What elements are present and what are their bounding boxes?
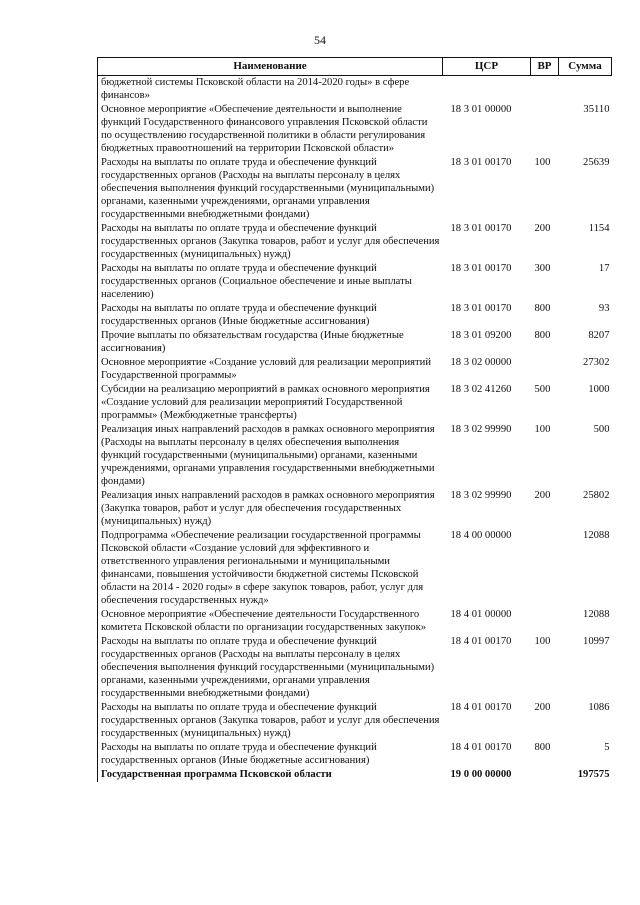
row-sum-cell: 35110 xyxy=(583,104,610,115)
row-csr-cell: 18 4 01 00000 xyxy=(450,609,512,620)
row-name-cell: Основное мероприятие «Создание условий для реализации мероприятий Государственной программы» xyxy=(98,356,443,383)
table-row xyxy=(98,608,612,635)
table-row xyxy=(98,302,612,329)
table-header xyxy=(98,58,612,76)
row-sum-cell: 93 xyxy=(598,303,610,314)
header-csr: ЦСР xyxy=(443,58,531,76)
row-sum-cell: 25639 xyxy=(583,157,610,168)
row-vr-cell: 300 xyxy=(534,263,551,274)
row-vr-cell xyxy=(531,76,559,104)
row-sum-cell xyxy=(559,76,612,104)
table-row xyxy=(98,423,612,489)
row-sum-cell: 8207 xyxy=(588,330,610,341)
row-name-cell: Расходы на выплаты по оплате труда и обеспечение функций государственных органов (Расходы на выплаты персоналу в целях обеспечения выполнения функций государственными (муниципальными) органами, казенными учреждениями, органами управления государственными внебюджетными фондами) xyxy=(98,156,443,222)
row-csr-cell: 18 3 02 41260 xyxy=(450,384,512,395)
row-sum-cell: 5 xyxy=(604,742,610,753)
row-name-cell: Подпрограмма «Обеспечение реализации государственной программы Псковской области «Создание условий для эффективного и ответственного управления региональными и муниципальными финансами, повышения устойчивости бюджетной системы Псковской области на 2014 - 2020 годы» в сфере закупок товаров, работ, услуг для обеспечения государственных нужд» xyxy=(98,529,443,608)
row-sum-cell: 197575 xyxy=(577,769,610,780)
row-name-cell: Субсидии на реализацию мероприятий в рамках основного мероприятия «Создание условий для реализации мероприятий Государственной программы» (Межбюджетные трансферты) xyxy=(98,383,443,423)
row-sum-cell: 25802 xyxy=(583,490,610,501)
row-name-cell: Основное мероприятие «Обеспечение деятельности Государственного комитета Псковской области по организации государственных закупок» xyxy=(98,608,443,635)
row-vr-cell: 200 xyxy=(534,490,551,501)
row-csr-cell: 18 3 01 00170 xyxy=(450,263,512,274)
row-csr-cell: 18 3 01 00170 xyxy=(450,303,512,314)
row-vr-cell: 200 xyxy=(534,223,551,234)
row-sum-cell: 27302 xyxy=(583,357,610,368)
row-name-cell: Прочие выплаты по обязательствам государства (Иные бюджетные ассигнования) xyxy=(98,329,443,356)
row-csr-cell: 18 4 01 00170 xyxy=(450,636,512,647)
row-name-cell: Реализация иных направлений расходов в рамках основного мероприятия (Расходы на выплаты персоналу в целях обеспечения выполнения функций государственными (муниципальными) органами, казенными учреждениями, органами управления государственными внебюджетными фондами) xyxy=(98,423,443,489)
row-csr-cell: 18 3 01 00000 xyxy=(450,104,512,115)
header-sum: Сумма xyxy=(559,58,612,76)
row-sum-cell: 1154 xyxy=(588,223,610,234)
header-vr: ВР xyxy=(531,58,559,76)
row-csr-cell: 18 3 02 99990 xyxy=(450,424,512,435)
row-vr-cell: 100 xyxy=(534,424,551,435)
row-name-cell: Расходы на выплаты по оплате труда и обеспечение функций государственных органов (Закупка товаров, работ и услуг для обеспечения государственных (муниципальных) нужд) xyxy=(98,701,443,741)
row-csr-cell: 18 4 01 00170 xyxy=(450,702,512,713)
row-vr-cell: 800 xyxy=(534,330,551,341)
row-vr-cell: 800 xyxy=(534,742,551,753)
row-name-cell: Государственная программа Псковской области xyxy=(98,768,443,782)
row-vr-cell xyxy=(531,529,559,608)
row-name-cell: Расходы на выплаты по оплате труда и обеспечение функций государственных органов (Иные бюджетные ассигнования) xyxy=(98,741,443,768)
row-name-cell: Расходы на выплаты по оплате труда и обеспечение функций государственных органов (Иные бюджетные ассигнования) xyxy=(98,302,443,329)
row-csr-cell: 18 3 02 99990 xyxy=(450,490,512,501)
table-row xyxy=(98,701,612,741)
row-sum-cell: 1000 xyxy=(588,384,610,395)
table-row xyxy=(98,103,612,156)
row-name-cell: бюджетной системы Псковской области на 2014-2020 годы» в сфере финансов» xyxy=(98,76,443,104)
table-row xyxy=(98,768,612,782)
row-name-cell: Реализация иных направлений расходов в рамках основного мероприятия (Закупка товаров, работ и услуг для обеспечения государственных (муниципальных) нужд) xyxy=(98,489,443,529)
row-name-cell: Основное мероприятие «Обеспечение деятельности и выполнение функций Государственного финансового управления Псковской области по осуществлению государственной политики в области регулирования бюджетных правоотношений на территории Псковской области» xyxy=(98,103,443,156)
row-vr-cell: 500 xyxy=(534,384,551,395)
row-vr-cell xyxy=(531,768,559,782)
row-vr-cell: 800 xyxy=(534,303,551,314)
table-body xyxy=(98,76,612,783)
table-row xyxy=(98,329,612,356)
header-name: Наименование xyxy=(98,58,443,76)
table-row xyxy=(98,635,612,701)
row-csr-cell: 18 3 01 09200 xyxy=(450,330,512,341)
table-row xyxy=(98,156,612,222)
table-row xyxy=(98,76,612,104)
table-row xyxy=(98,356,612,383)
row-sum-cell: 12088 xyxy=(583,609,610,620)
row-vr-cell xyxy=(531,356,559,383)
row-vr-cell: 100 xyxy=(534,157,551,168)
row-csr-cell: 18 3 01 00170 xyxy=(450,223,512,234)
row-csr-cell: 18 3 02 00000 xyxy=(450,357,512,368)
row-csr-cell: 19 0 00 00000 xyxy=(450,769,512,780)
table-row xyxy=(98,262,612,302)
table-row xyxy=(98,222,612,262)
row-csr-cell xyxy=(443,76,531,104)
table-row xyxy=(98,741,612,768)
row-vr-cell: 100 xyxy=(534,636,551,647)
row-sum-cell: 12088 xyxy=(583,530,610,541)
row-sum-cell: 1086 xyxy=(588,702,610,713)
row-name-cell: Расходы на выплаты по оплате труда и обеспечение функций государственных органов (Расходы на выплаты персоналу в целях обеспечения выполнения функций государственными (муниципальными) органами, казенными учреждениями, органами управления государственными внебюджетными фондами) xyxy=(98,635,443,701)
budget-table xyxy=(97,57,612,782)
table-row xyxy=(98,383,612,423)
row-sum-cell: 500 xyxy=(593,424,610,435)
page-number: 54 xyxy=(314,33,326,47)
row-csr-cell: 18 3 01 00170 xyxy=(450,157,512,168)
row-name-cell: Расходы на выплаты по оплате труда и обеспечение функций государственных органов (Закупка товаров, работ и услуг для обеспечения государственных (муниципальных) нужд) xyxy=(98,222,443,262)
row-sum-cell: 10997 xyxy=(583,636,610,647)
table-row xyxy=(98,489,612,529)
row-vr-cell xyxy=(531,608,559,635)
row-name-cell: Расходы на выплаты по оплате труда и обеспечение функций государственных органов (Социальное обеспечение и иные выплаты населению) xyxy=(98,262,443,302)
row-sum-cell: 17 xyxy=(598,263,610,274)
row-csr-cell: 18 4 01 00170 xyxy=(450,742,512,753)
row-vr-cell xyxy=(531,103,559,156)
row-csr-cell: 18 4 00 00000 xyxy=(450,530,512,541)
row-vr-cell: 200 xyxy=(534,702,551,713)
table-row xyxy=(98,529,612,608)
